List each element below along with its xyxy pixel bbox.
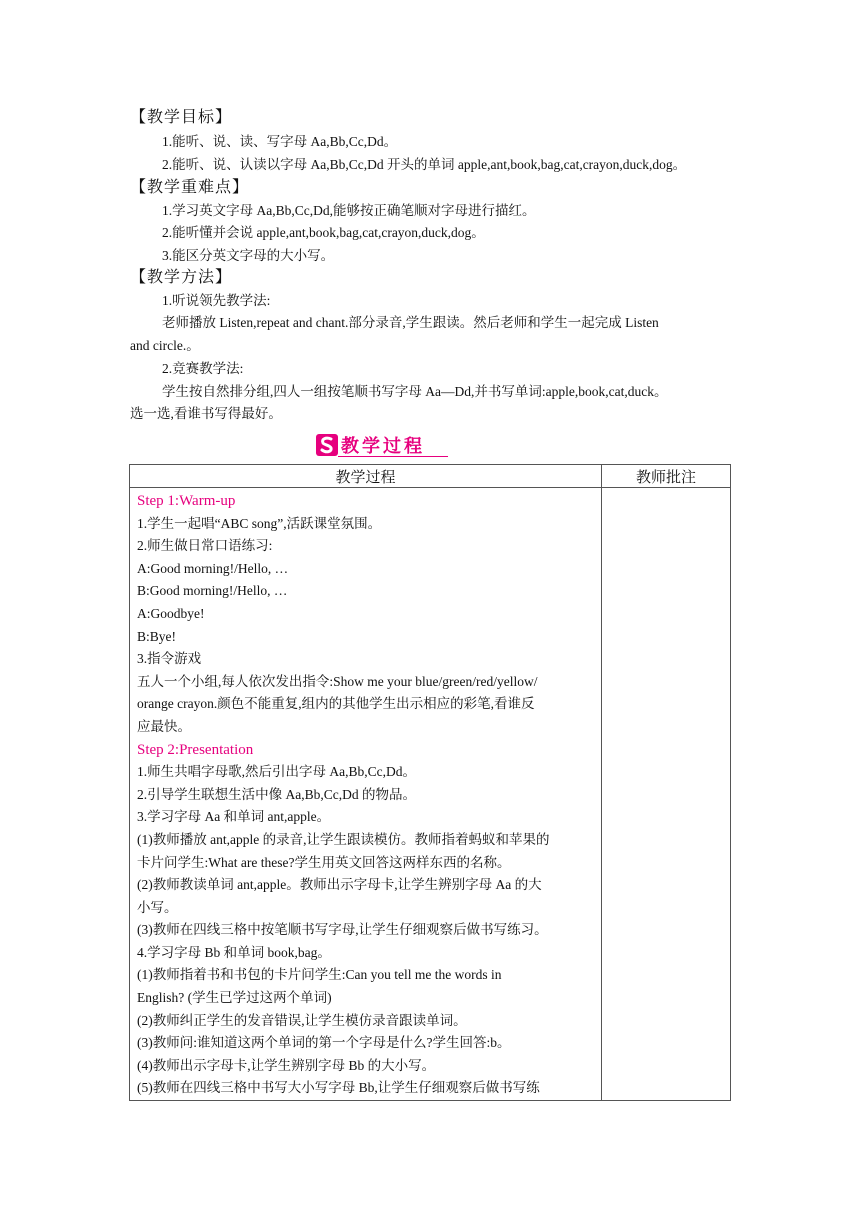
notes-cell [602,488,731,1101]
step-1-line: A:Goodbye! [137,605,205,621]
method-2-line-2: 选一选,看谁书写得最好。 [130,406,282,421]
step-1-line: B:Bye! [137,628,176,644]
step-2-line: (2)教师教读单词 ant,apple。教师出示字母卡,让学生辨别字母 Aa 的大 [137,877,542,893]
step-1-line: B:Good morning!/Hello, … [137,583,288,599]
methods-heading: 【教学方法】 [130,269,233,286]
process-banner [316,431,425,459]
key-point-item-1: 1.学习英文字母 Aa,Bb,Cc,Dd,能够按正确笔顺对字母进行描红。 [162,203,536,218]
step-1-line: 应最快。 [137,718,191,734]
step-1-line: 2.师生做日常口语练习: [137,538,273,554]
objectives-heading: 【教学目标】 [130,109,233,126]
process-cell [130,488,602,1101]
key-point-item-2: 2.能听懂并会说 apple,ant,book,bag,cat,crayon,duck,dog。 [162,225,485,240]
banner-title: 教学过程 [341,436,425,457]
method-2-title: 2.竞赛教学法: [162,361,244,376]
key-points-heading: 【教学重难点】 [130,179,250,196]
step-2-line: 3.学习字母 Aa 和单词 ant,apple。 [137,809,331,825]
step-2-line: (1)教师指着书和书包的卡片问学生:Can you tell me the words in [137,967,502,983]
lesson-table [129,464,731,1101]
s-logo-icon [316,434,338,456]
step-1-line: 1.学生一起唱“ABC song”,活跃课堂氛围。 [137,515,382,531]
step-2-line: (5)教师在四线三格中书写大小写字母 Bb,让学生仔细观察后做书写练 [137,1080,540,1096]
objective-item-1: 1.能听、说、读、写字母 Aa,Bb,Cc,Dd。 [162,134,398,149]
step-2-line: (1)教师播放 ant,apple 的录音,让学生跟读模仿。教师指着蚂蚁和苹果的 [137,831,550,847]
step-2-line: English? (学生已学过这两个单词) [137,990,332,1006]
method-1-line-1: 老师播放 Listen,repeat and chant.部分录音,学生跟读。然后老师和学生一起完成 Listen [162,315,659,330]
step-2-line: 卡片问学生:What are these?学生用英文回答这两样东西的名称。 [137,854,511,870]
table-header-row [130,465,731,488]
step-1-line: 五人一个小组,每人依次发出指令:Show me your blue/green/red/yellow/ [137,673,538,689]
step-2-line: 小写。 [137,899,178,915]
step-2-line: 1.师生共唱字母歌,然后引出字母 Aa,Bb,Cc,Dd。 [137,764,416,780]
step-2-line: 2.引导学生联想生活中像 Aa,Bb,Cc,Dd 的物品。 [137,786,416,802]
step-1-title: Step 1:Warm-up [137,493,236,509]
step-2-title: Step 2:Presentation [137,741,254,758]
step-2-line: (3)教师问:谁知道这两个单词的第一个字母是什么?学生回答:b。 [137,1035,511,1051]
step-2-line: 4.学习字母 Bb 和单词 book,bag。 [137,944,331,960]
method-1-line-2: and circle.。 [130,338,200,353]
banner-underline [338,456,448,457]
table-body-row [130,488,731,1101]
step-2-line: (4)教师出示字母卡,让学生辨别字母 Bb 的大小写。 [137,1057,436,1073]
step-2-line: (3)教师在四线三格中按笔顺书写字母,让学生仔细观察后做书写练习。 [137,922,548,938]
header-process: 教学过程 [130,465,602,488]
objective-item-2: 2.能听、说、认读以字母 Aa,Bb,Cc,Dd 开头的单词 apple,ant,book,bag,cat,crayon,duck,dog。 [162,157,687,172]
step-1-line: orange crayon.颜色不能重复,组内的其他学生出示相应的彩笔,看谁反 [137,696,535,712]
step-1-line: A:Good morning!/Hello, … [137,560,289,576]
method-1-title: 1.听说领先教学法: [162,293,271,308]
header-notes: 教师批注 [602,465,731,488]
step-2-line: (2)教师纠正学生的发音错误,让学生模仿录音跟读单词。 [137,1012,467,1028]
method-2-line-1: 学生按自然排分组,四人一组按笔顺书写字母 Aa—Dd,并书写单词:apple,book,cat,duck。 [162,384,668,399]
step-1-line: 3.指令游戏 [137,651,202,667]
key-point-item-3: 3.能区分英文字母的大小写。 [162,248,335,263]
